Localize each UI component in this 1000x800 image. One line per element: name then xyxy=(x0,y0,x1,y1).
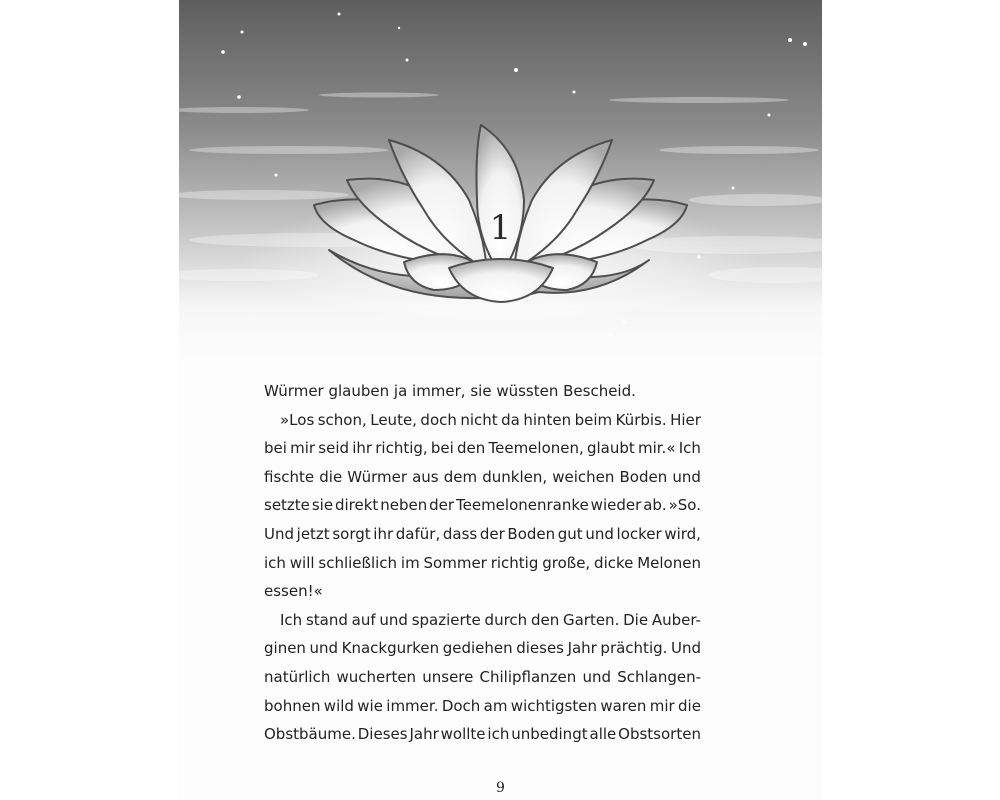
chapter-number: 1 xyxy=(489,208,512,248)
text-line: Würmer glauben ja immer, sie wüssten Bescheid. xyxy=(264,382,636,400)
text-line: ich will schließlich im Sommer richtig große, dicke Melonen xyxy=(264,553,701,572)
text-line: ginen und Knackgurken gediehen dieses Jahr prächtig. Und xyxy=(264,639,701,658)
text-line: Ich stand auf und spazierte durch den Garten. Die Auber- xyxy=(280,610,701,629)
text-line: Obstbäume. Dieses Jahr wollte ich unbedingt alle Obstsorten xyxy=(264,725,701,744)
text-line: bei mir seid ihr richtig, bei den Teemelonen, glaubt mir.« Ich xyxy=(264,439,701,458)
text-line: bohnen wild wie immer. Doch am wichtigsten waren mir die xyxy=(264,696,701,715)
text-line: setzte sie direkt neben der Teemelonenranke wieder ab. »So. xyxy=(264,496,701,515)
page-number: 9 xyxy=(496,780,505,796)
chapter-header-illustration xyxy=(179,0,822,360)
body-text xyxy=(264,377,701,749)
water-lotus-illustration xyxy=(179,0,822,360)
book-page xyxy=(179,0,822,800)
text-line: essen!« xyxy=(264,582,323,601)
text-line: fischte die Würmer aus dem dunklen, weichen Boden und xyxy=(264,467,701,486)
text-line: »Los schon, Leute, doch nicht da hinten beim Kürbis. Hier xyxy=(280,410,701,429)
text-line: natürlich wucherten unsere Chilipflanzen und Schlangen- xyxy=(264,667,701,686)
text-line: Und jetzt sorgt ihr dafür, dass der Boden gut und locker wird, xyxy=(264,524,701,543)
